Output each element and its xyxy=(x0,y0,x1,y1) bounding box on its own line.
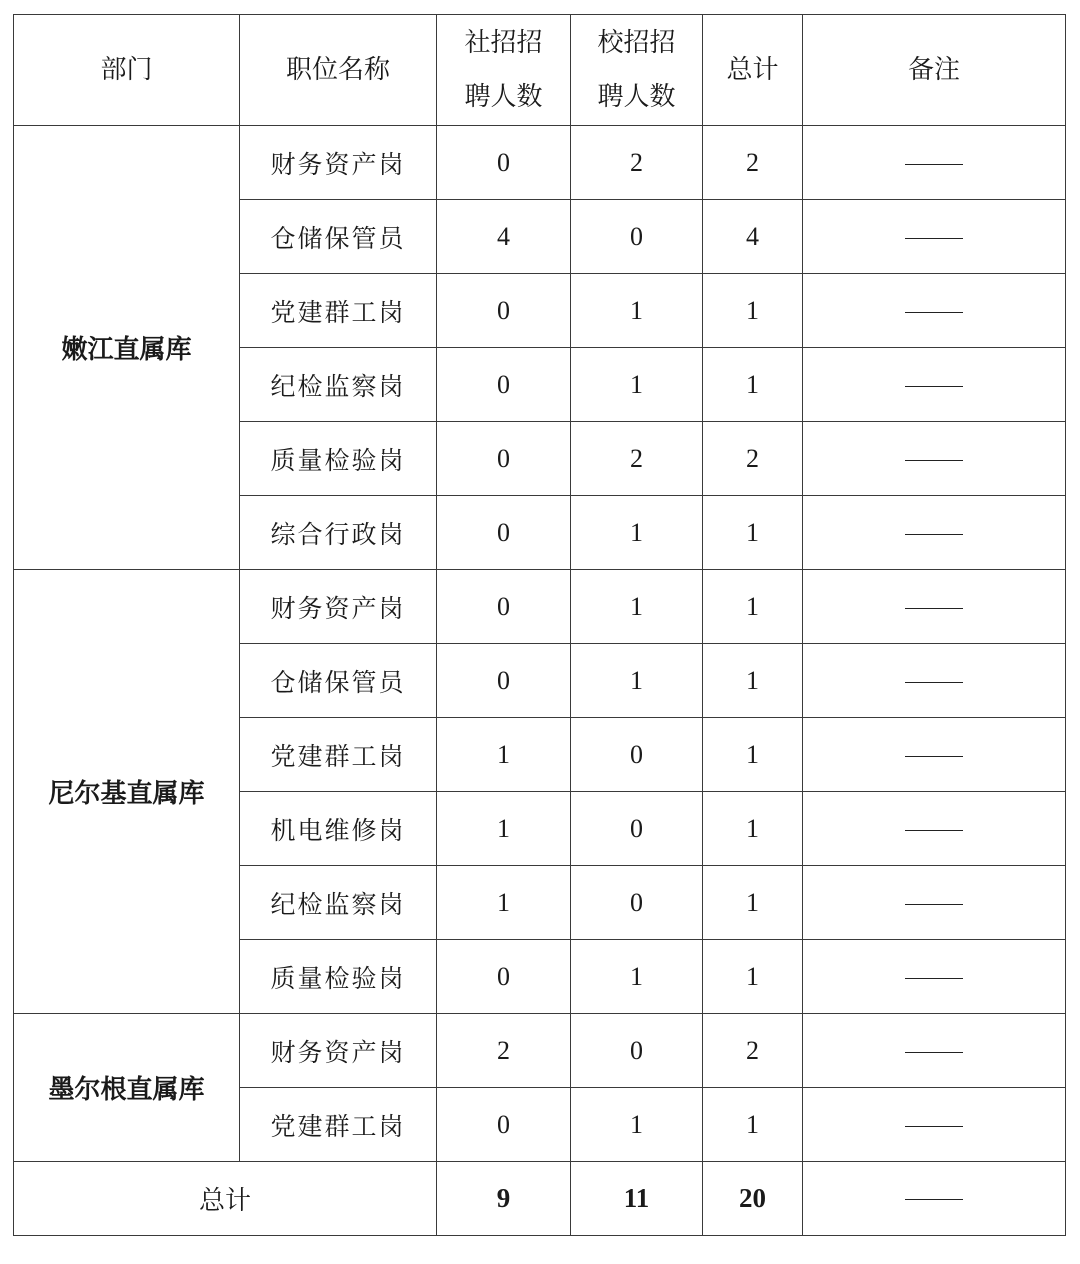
campus-count-cell: 0 xyxy=(571,1014,703,1088)
totals-remark xyxy=(803,1162,1066,1236)
position-cell: 质量检验岗 xyxy=(240,940,437,1014)
dash-mark xyxy=(905,1052,963,1053)
position-cell: 纪检监察岗 xyxy=(240,866,437,940)
total-count-cell: 1 xyxy=(703,940,803,1014)
campus-count-cell: 2 xyxy=(571,422,703,496)
remark-cell xyxy=(803,792,1066,866)
campus-count-cell: 0 xyxy=(571,792,703,866)
header-position: 职位名称 xyxy=(240,15,437,126)
table-row xyxy=(14,570,1066,644)
totals-total: 20 xyxy=(703,1162,803,1236)
table-row xyxy=(14,1014,1066,1088)
remark-cell xyxy=(803,200,1066,274)
campus-count-cell: 1 xyxy=(571,274,703,348)
remark-cell xyxy=(803,866,1066,940)
dept-cell: 墨尔根直属库 xyxy=(14,1014,240,1162)
remark-cell xyxy=(803,422,1066,496)
position-cell: 财务资产岗 xyxy=(240,570,437,644)
dash-mark xyxy=(905,1199,963,1200)
header-remark: 备注 xyxy=(803,15,1066,126)
social-count-cell: 1 xyxy=(437,792,571,866)
position-cell: 仓储保管员 xyxy=(240,200,437,274)
social-count-cell: 0 xyxy=(437,496,571,570)
totals-row xyxy=(14,1162,1066,1236)
campus-count-cell: 1 xyxy=(571,644,703,718)
remark-cell xyxy=(803,570,1066,644)
total-count-cell: 2 xyxy=(703,126,803,200)
social-count-cell: 0 xyxy=(437,644,571,718)
table-row xyxy=(14,126,1066,200)
dash-mark xyxy=(905,534,963,535)
totals-label: 总计 xyxy=(14,1162,437,1236)
dash-mark xyxy=(905,164,963,165)
dash-mark xyxy=(905,756,963,757)
totals-social: 9 xyxy=(437,1162,571,1236)
campus-count-cell: 1 xyxy=(571,348,703,422)
position-cell: 综合行政岗 xyxy=(240,496,437,570)
dept-cell: 嫩江直属库 xyxy=(14,126,240,570)
total-count-cell: 1 xyxy=(703,348,803,422)
campus-count-cell: 0 xyxy=(571,718,703,792)
remark-cell xyxy=(803,1088,1066,1162)
position-cell: 机电维修岗 xyxy=(240,792,437,866)
position-cell: 财务资产岗 xyxy=(240,126,437,200)
total-count-cell: 1 xyxy=(703,274,803,348)
social-count-cell: 2 xyxy=(437,1014,571,1088)
remark-cell xyxy=(803,126,1066,200)
remark-cell xyxy=(803,644,1066,718)
total-count-cell: 1 xyxy=(703,866,803,940)
dash-mark xyxy=(905,1126,963,1127)
total-count-cell: 1 xyxy=(703,496,803,570)
total-count-cell: 1 xyxy=(703,644,803,718)
header-total: 总计 xyxy=(703,15,803,126)
header-campus: 校招招 聘人数 xyxy=(571,15,703,126)
dash-mark xyxy=(905,978,963,979)
campus-count-cell: 0 xyxy=(571,866,703,940)
position-cell: 党建群工岗 xyxy=(240,718,437,792)
total-count-cell: 1 xyxy=(703,792,803,866)
position-cell: 仓储保管员 xyxy=(240,644,437,718)
remark-cell xyxy=(803,496,1066,570)
recruitment-table xyxy=(13,14,1066,1236)
table-body xyxy=(14,126,1066,1162)
header-row xyxy=(14,15,1066,126)
social-count-cell: 0 xyxy=(437,274,571,348)
remark-cell xyxy=(803,940,1066,1014)
dash-mark xyxy=(905,904,963,905)
dash-mark xyxy=(905,312,963,313)
position-cell: 党建群工岗 xyxy=(240,274,437,348)
campus-count-cell: 1 xyxy=(571,496,703,570)
campus-count-cell: 1 xyxy=(571,940,703,1014)
total-count-cell: 2 xyxy=(703,422,803,496)
dept-cell: 尼尔基直属库 xyxy=(14,570,240,1014)
dash-mark xyxy=(905,830,963,831)
campus-count-cell: 2 xyxy=(571,126,703,200)
social-count-cell: 0 xyxy=(437,422,571,496)
total-count-cell: 1 xyxy=(703,1088,803,1162)
dash-mark xyxy=(905,682,963,683)
totals-campus: 11 xyxy=(571,1162,703,1236)
position-cell: 财务资产岗 xyxy=(240,1014,437,1088)
social-count-cell: 0 xyxy=(437,570,571,644)
campus-count-cell: 0 xyxy=(571,200,703,274)
dash-mark xyxy=(905,460,963,461)
position-cell: 质量检验岗 xyxy=(240,422,437,496)
total-count-cell: 1 xyxy=(703,718,803,792)
total-count-cell: 2 xyxy=(703,1014,803,1088)
social-count-cell: 0 xyxy=(437,348,571,422)
remark-cell xyxy=(803,274,1066,348)
social-count-cell: 1 xyxy=(437,866,571,940)
total-count-cell: 1 xyxy=(703,570,803,644)
social-count-cell: 0 xyxy=(437,126,571,200)
social-count-cell: 0 xyxy=(437,940,571,1014)
campus-count-cell: 1 xyxy=(571,570,703,644)
total-count-cell: 4 xyxy=(703,200,803,274)
header-dept: 部门 xyxy=(14,15,240,126)
remark-cell xyxy=(803,1014,1066,1088)
position-cell: 纪检监察岗 xyxy=(240,348,437,422)
position-cell: 党建群工岗 xyxy=(240,1088,437,1162)
dash-mark xyxy=(905,238,963,239)
header-social: 社招招 聘人数 xyxy=(437,15,571,126)
social-count-cell: 4 xyxy=(437,200,571,274)
campus-count-cell: 1 xyxy=(571,1088,703,1162)
dash-mark xyxy=(905,386,963,387)
dash-mark xyxy=(905,608,963,609)
social-count-cell: 1 xyxy=(437,718,571,792)
remark-cell xyxy=(803,348,1066,422)
remark-cell xyxy=(803,718,1066,792)
social-count-cell: 0 xyxy=(437,1088,571,1162)
